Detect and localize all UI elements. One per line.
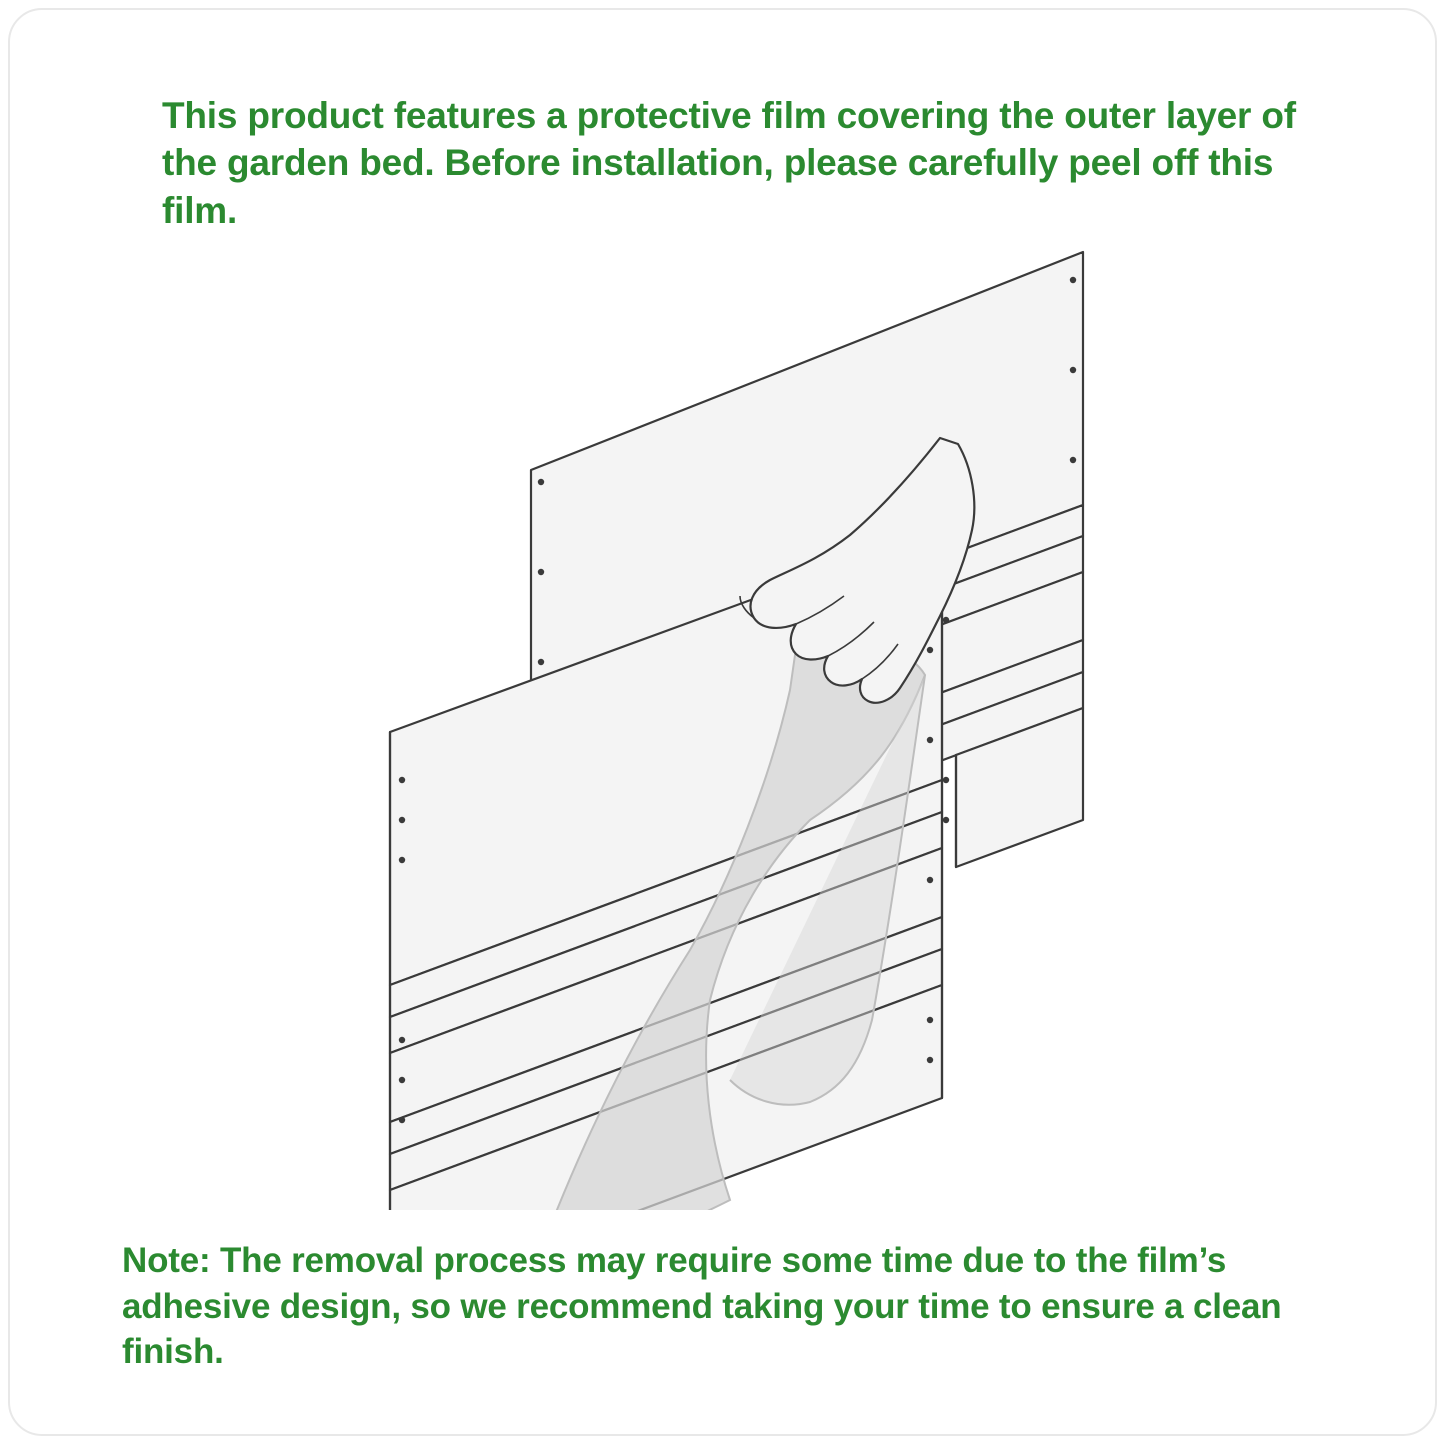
headline-text: This product features a protective film covering the outer layer of the garden bed. Before installation, please carefully peel off this film.: [162, 95, 1296, 231]
illustration-container: [10, 220, 1437, 1210]
instruction-card: [8, 8, 1437, 1436]
note-text: Note: The removal process may require some time due to the film’s adhesive design, so we recommend taking your time to ensure a clean finish.: [122, 1241, 1282, 1371]
garden-bed-film-peel-diagram: [10, 220, 1437, 1210]
